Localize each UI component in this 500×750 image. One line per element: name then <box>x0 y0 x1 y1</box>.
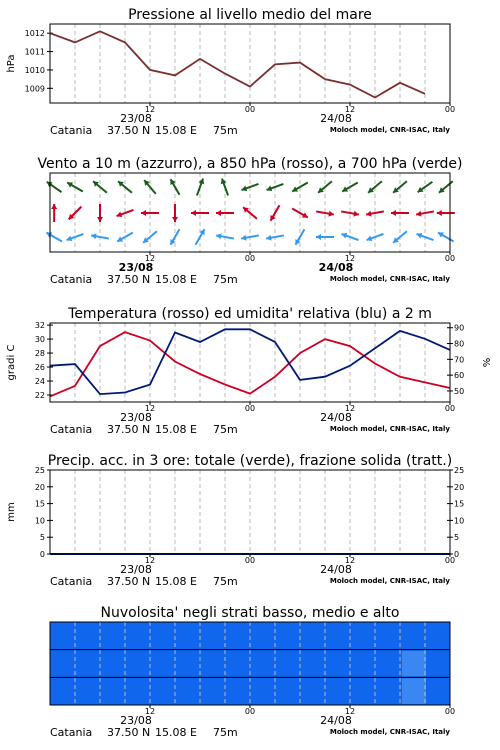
x-tick-label: 12 <box>144 105 156 114</box>
y-tick-label: 32 <box>34 321 45 331</box>
x-tick-label: 00 <box>244 556 256 565</box>
model-credit: Moloch model, CNR-ISAC, Italy <box>329 126 450 134</box>
date-label: 24/08 <box>318 261 354 274</box>
plot-area <box>50 323 450 402</box>
location-alt: 75m <box>213 124 238 137</box>
y-tick-label-right: 0 <box>454 550 460 559</box>
y-axis-label-right: % <box>482 357 493 368</box>
location-lat: 37.50 N <box>107 273 151 286</box>
x-tick-label: 00 <box>244 105 256 114</box>
y-tick-label: 26 <box>34 363 45 373</box>
y-tick-label: 90 <box>454 323 465 333</box>
y-tick-label: 1011 <box>24 47 45 57</box>
model-credit: Moloch model, CNR-ISAC, Italy <box>329 425 450 433</box>
y-tick-label: 1012 <box>24 29 45 39</box>
x-tick-label: 12 <box>344 404 356 413</box>
location-lat: 37.50 N <box>107 726 151 739</box>
y-tick-label: 80 <box>454 339 465 349</box>
y-tick-label: 70 <box>454 355 465 365</box>
y-axis-label: gradi C <box>6 344 17 381</box>
y-tick-label: 24 <box>34 377 45 387</box>
date-label: 24/08 <box>320 411 352 424</box>
y-tick-label: 60 <box>454 371 465 381</box>
location-lon: 15.08 E <box>155 423 197 436</box>
location-lon: 15.08 E <box>155 726 197 739</box>
location-lon: 15.08 E <box>155 575 197 588</box>
panel-4 <box>50 605 455 739</box>
panel-1 <box>37 156 462 286</box>
y-tick-label: 25 <box>34 466 45 475</box>
location-name: Catania <box>50 124 93 137</box>
location-lat: 37.50 N <box>107 575 151 588</box>
y-axis-label: hPa <box>6 54 17 73</box>
panel-title: Pressione al livello medio del mare <box>128 7 372 23</box>
y-tick-label: 28 <box>34 349 45 359</box>
x-tick-label: 00 <box>444 105 456 114</box>
date-label: 23/08 <box>120 112 152 125</box>
date-label: 24/08 <box>320 563 352 576</box>
y-tick-label: 10 <box>34 516 45 526</box>
x-tick-label: 00 <box>244 707 256 716</box>
x-tick-label: 00 <box>444 254 456 263</box>
location-name: Catania <box>50 273 93 286</box>
panel-title: Precip. acc. in 3 ore: totale (verde), frazione solida (tratt.) <box>47 453 453 469</box>
y-tick-label-right: 25 <box>454 466 465 475</box>
y-tick-label: 15 <box>34 499 45 509</box>
y-tick-label-right: 10 <box>454 516 465 526</box>
panel-3 <box>6 453 464 588</box>
x-tick-label: 12 <box>344 254 356 263</box>
location-name: Catania <box>50 423 93 436</box>
y-tick-label-right: 20 <box>454 482 465 492</box>
location-lon: 15.08 E <box>155 124 197 137</box>
location-alt: 75m <box>213 273 238 286</box>
y-tick-label-right: 5 <box>454 533 460 543</box>
date-label: 23/08 <box>118 261 154 274</box>
x-tick-label: 12 <box>144 404 156 413</box>
model-credit: Moloch model, CNR-ISAC, Italy <box>329 728 450 736</box>
location-alt: 75m <box>213 423 238 436</box>
location-name: Catania <box>50 726 93 739</box>
x-tick-label: 12 <box>144 254 156 263</box>
model-credit: Moloch model, CNR-ISAC, Italy <box>329 577 450 585</box>
x-tick-label: 12 <box>344 105 356 114</box>
x-tick-label: 00 <box>444 556 456 565</box>
cloud-cell-light <box>402 651 426 677</box>
date-label: 23/08 <box>120 563 152 576</box>
y-tick-label-right: 15 <box>454 499 465 509</box>
cloud-cell-light <box>402 678 426 704</box>
y-tick-label: 1010 <box>24 65 45 75</box>
y-tick-label: 1009 <box>24 84 45 94</box>
panel-title: Vento a 10 m (azzurro), a 850 hPa (rosso), a 700 hPa (verde) <box>37 156 463 172</box>
x-tick-label: 00 <box>444 707 456 716</box>
location-alt: 75m <box>213 575 238 588</box>
x-tick-label: 12 <box>344 556 356 565</box>
date-label: 23/08 <box>120 411 152 424</box>
location-name: Catania <box>50 575 93 588</box>
x-tick-label: 00 <box>244 254 256 263</box>
location-lon: 15.08 E <box>155 273 197 286</box>
location-alt: 75m <box>213 726 238 739</box>
location-lat: 37.50 N <box>107 423 151 436</box>
y-tick-label: 0 <box>39 550 45 559</box>
y-tick-label: 50 <box>454 386 465 396</box>
panel-0 <box>6 7 455 137</box>
y-tick-label: 22 <box>34 391 45 401</box>
model-credit: Moloch model, CNR-ISAC, Italy <box>329 275 450 283</box>
y-tick-label: 5 <box>39 533 45 543</box>
panel-title: Nuvolosita' negli strati basso, medio e alto <box>100 605 400 621</box>
x-tick-label: 00 <box>244 404 256 413</box>
date-label: 23/08 <box>120 714 152 727</box>
x-tick-label: 12 <box>344 707 356 716</box>
y-axis-label: mm <box>6 502 17 522</box>
y-tick-label: 20 <box>34 482 45 492</box>
x-tick-label: 12 <box>144 556 156 565</box>
date-label: 24/08 <box>320 714 352 727</box>
y-tick-label: 30 <box>34 335 45 345</box>
date-label: 24/08 <box>320 112 352 125</box>
panel-2 <box>6 306 493 436</box>
location-lat: 37.50 N <box>107 124 151 137</box>
x-tick-label: 12 <box>144 707 156 716</box>
x-tick-label: 00 <box>444 404 456 413</box>
panel-title: Temperatura (rosso) ed umidita' relativa (blu) a 2 m <box>68 306 432 322</box>
